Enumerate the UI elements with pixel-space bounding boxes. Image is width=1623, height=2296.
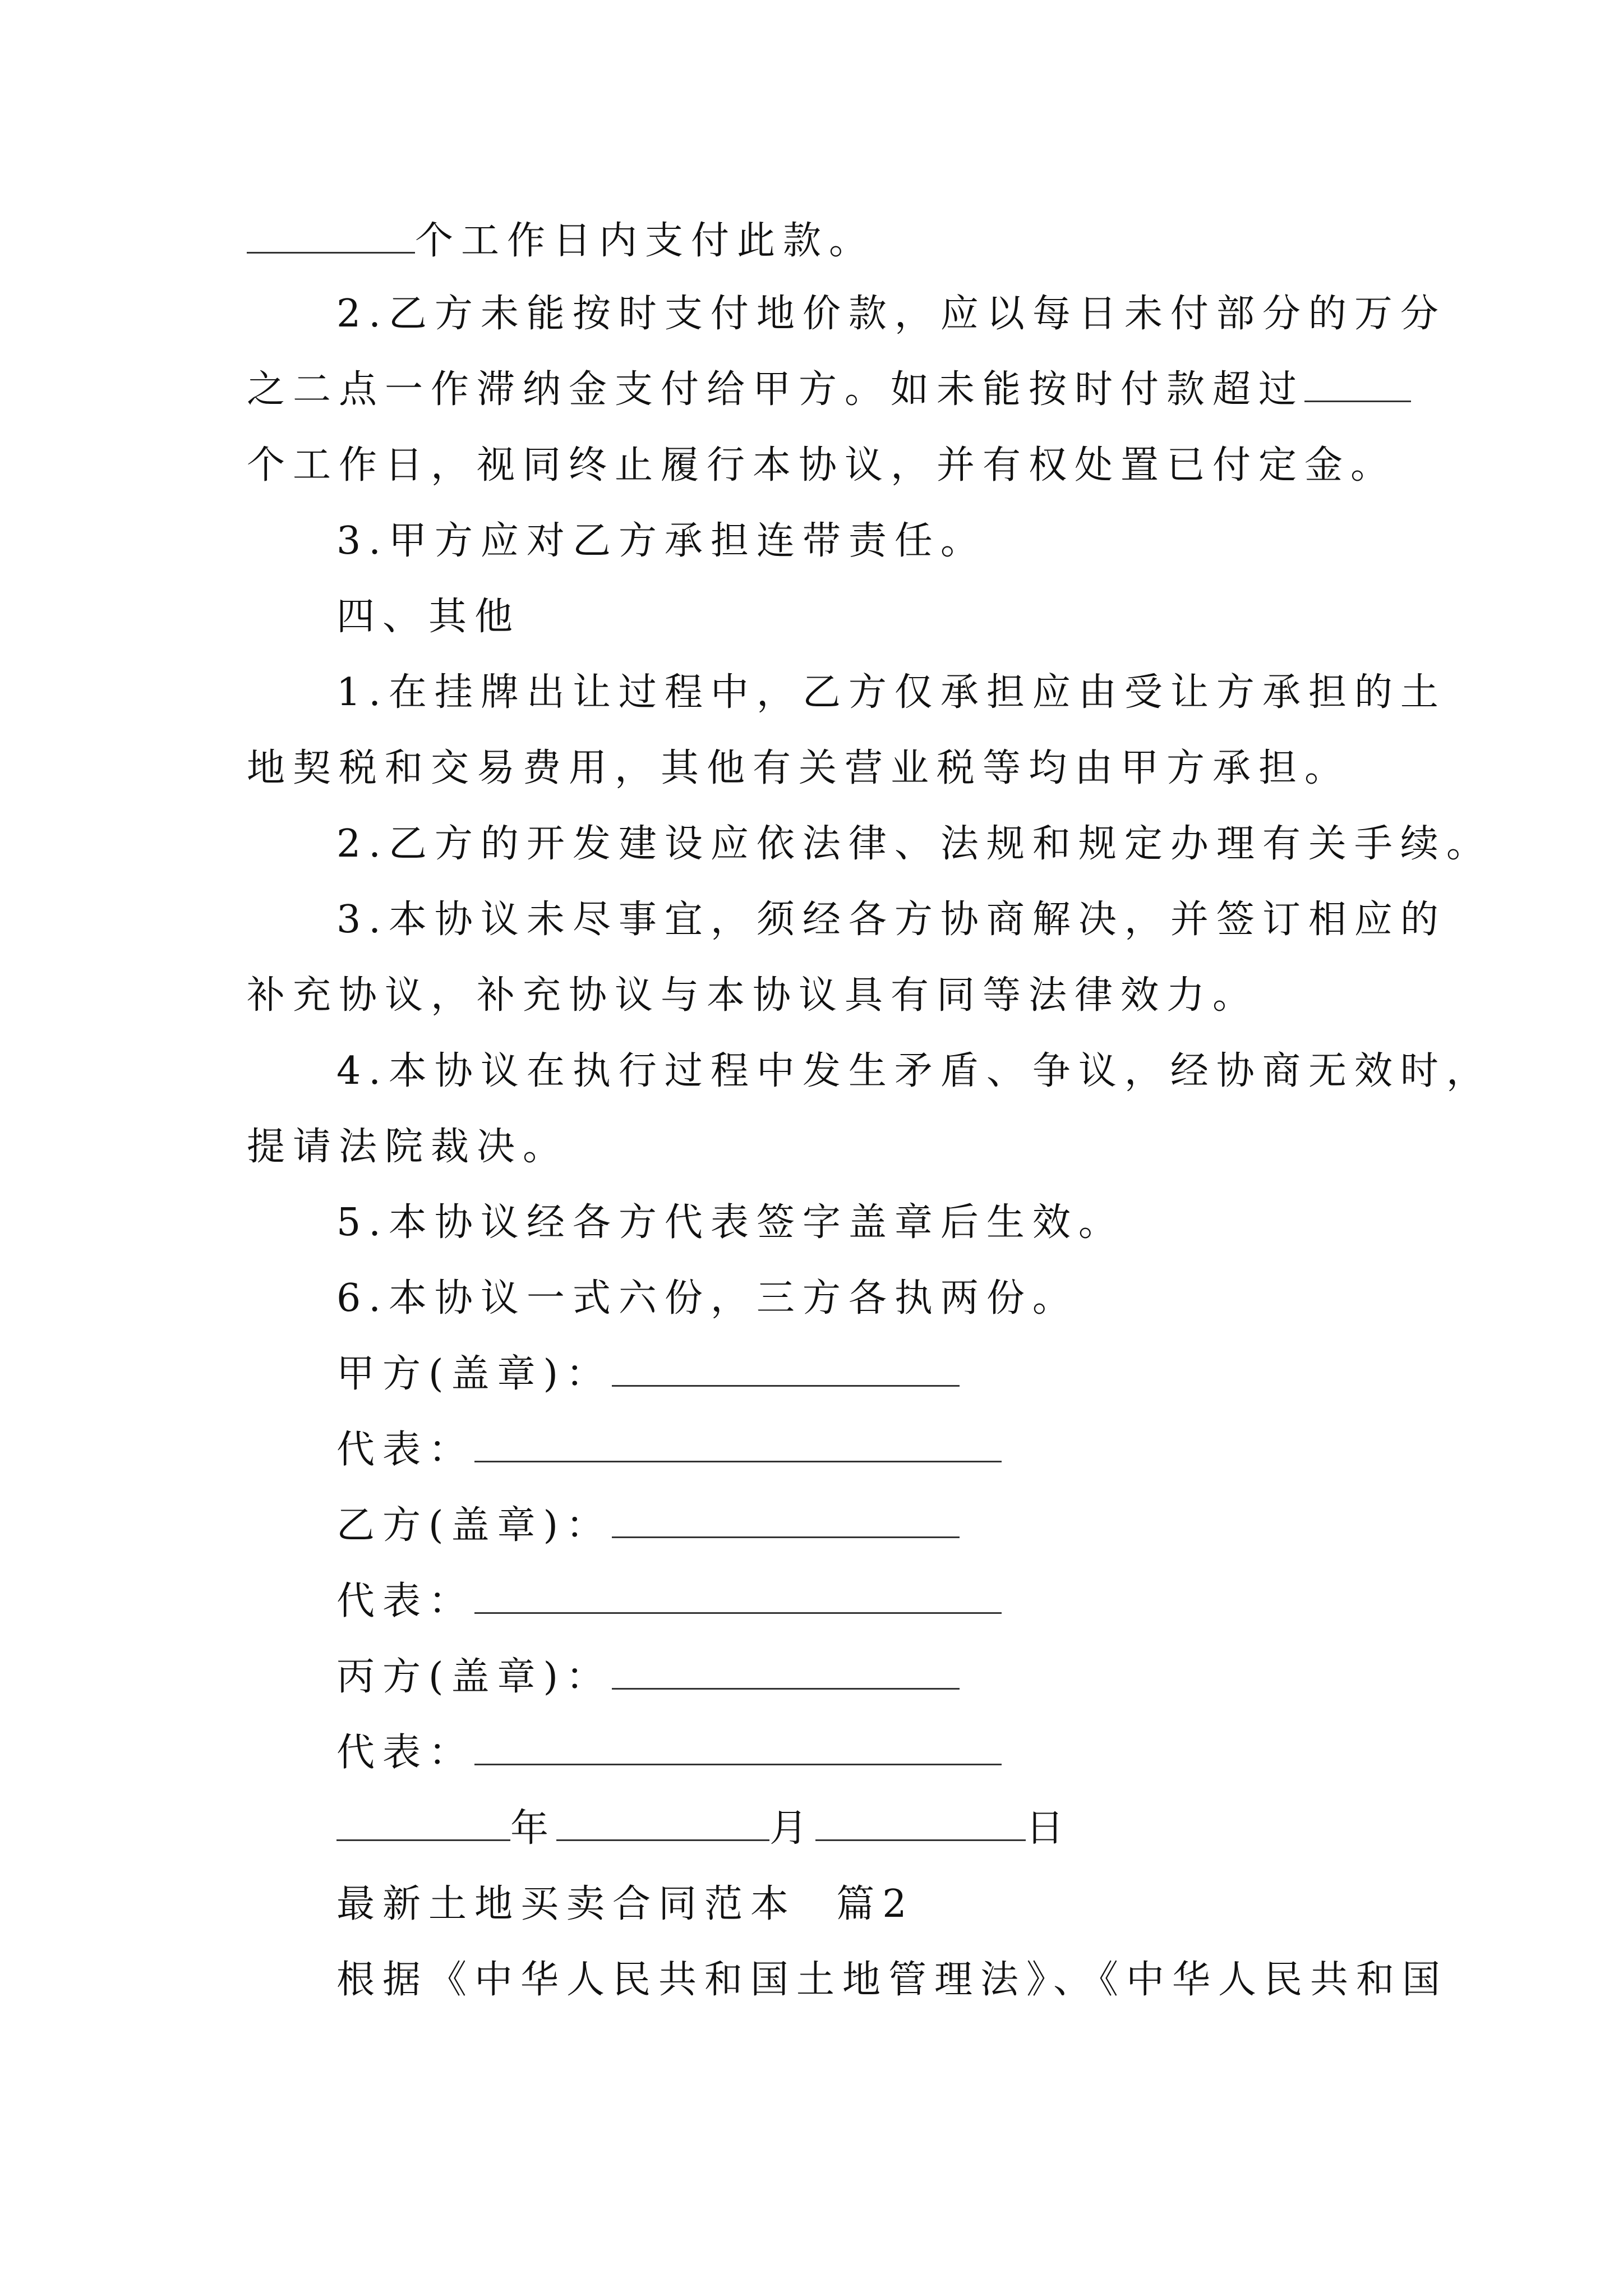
text: 3.本协议未尽事宜，须经各方协商解决，并签订相应的 [336, 898, 1446, 942]
text: 2.乙方的开发建设应依法律、法规和规定办理有关手续。 [336, 822, 1492, 866]
text: 2.乙方未能按时支付地价款，应以每日未付部分的万分 [336, 292, 1446, 336]
signature-field [474, 1577, 1002, 1614]
signature-party-a [336, 1346, 960, 1402]
label: 代表： [336, 1579, 475, 1623]
text: 补充协议，补充协议与本协议具有同等法律效力。 [247, 973, 1259, 1018]
text: 3.甲方应对乙方承担连带责任。 [336, 519, 986, 563]
clause-line-15 [336, 1271, 1078, 1327]
text: 5.本协议经各方代表签字盖章后生效。 [336, 1200, 1124, 1245]
text: 地契税和交易费用，其他有关营业税等均由甲方承担。 [247, 746, 1351, 790]
clause-line-14 [336, 1195, 1124, 1251]
date-line [336, 1801, 1072, 1857]
blank-field [1304, 366, 1411, 402]
text: 最新土地买卖合同范本 篇2 [336, 1882, 915, 1926]
text: 1.在挂牌出让过程中，乙方仅承担应由受让方承担的土 [336, 670, 1446, 715]
signature-party-c [336, 1649, 960, 1705]
clause-line-7 [336, 665, 1446, 721]
signature-rep-a [336, 1422, 1002, 1478]
signature-field [612, 1350, 960, 1387]
text: 个工作日内支付此款。 [415, 219, 875, 263]
text: 四、其他 [336, 595, 521, 639]
year-field [336, 1805, 510, 1841]
text: 4.本协议在执行过程中发生矛盾、争议，经协商无效时， [336, 1049, 1492, 1093]
clause-line-9 [336, 816, 1492, 872]
clause-line-5 [336, 513, 986, 569]
clause-line-10 [336, 892, 1446, 948]
clause-line-1 [247, 213, 875, 269]
clause-line-2 [336, 286, 1446, 342]
signature-rep-b [336, 1573, 1002, 1630]
label: 代表： [336, 1731, 475, 1775]
clause-line-8 [247, 740, 1350, 797]
signature-field [474, 1729, 1002, 1765]
signature-field [612, 1502, 960, 1538]
text: 之二点一作滞纳金支付给甲方。如未能按时付款超过 [247, 367, 1305, 412]
text: 6.本协议一式六份，三方各执两份。 [336, 1276, 1078, 1320]
label: 丙方(盖章)： [336, 1655, 612, 1699]
clause-line-11 [247, 968, 1258, 1024]
section-title [336, 1876, 915, 1932]
year-label: 年 [510, 1806, 557, 1851]
text: 个工作日，视同终止履行本协议，并有权处置已付定金。 [247, 443, 1397, 487]
signature-rep-c [336, 1725, 1002, 1781]
section-first-line [336, 1952, 1448, 2008]
month-label: 月 [769, 1806, 816, 1851]
day-field [815, 1805, 1026, 1841]
label: 代表： [336, 1428, 475, 1472]
signature-party-b [336, 1498, 960, 1554]
day-label: 日 [1026, 1806, 1072, 1851]
clause-line-3 [247, 362, 1411, 418]
label: 甲方(盖章)： [336, 1352, 612, 1396]
label: 乙方(盖章)： [336, 1503, 612, 1548]
signature-field [612, 1653, 960, 1690]
blank-field [247, 217, 415, 254]
text: 根据《中华人民共和国土地管理法》、《中华人民共和国 [336, 1958, 1449, 2002]
clause-line-12 [336, 1043, 1492, 1099]
month-field [556, 1805, 769, 1841]
section-heading-other [336, 589, 520, 645]
clause-line-13 [247, 1119, 569, 1175]
text: 提请法院裁决。 [247, 1125, 569, 1169]
clause-line-4 [247, 438, 1396, 494]
signature-field [474, 1426, 1002, 1462]
